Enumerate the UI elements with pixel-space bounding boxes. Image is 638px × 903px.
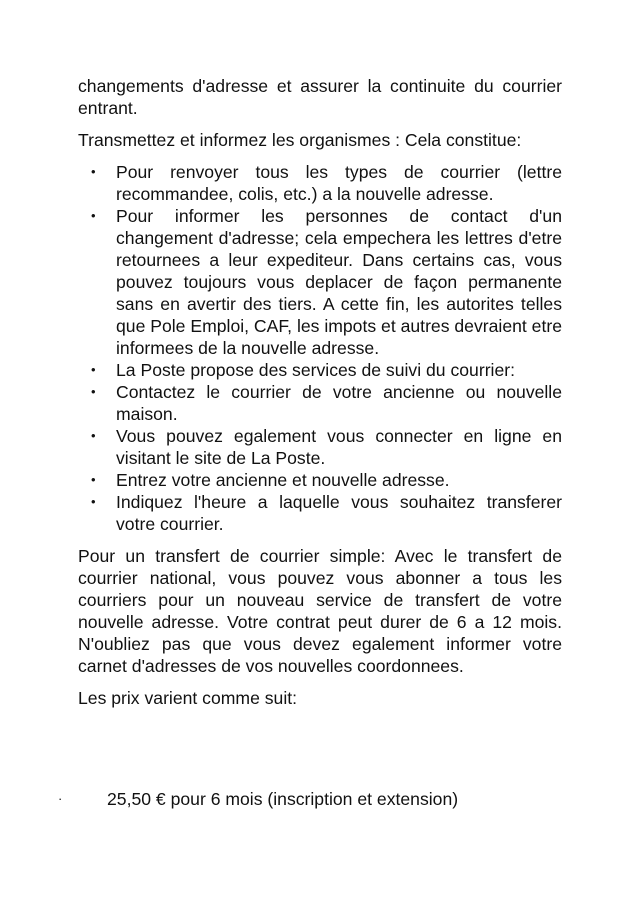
list-item: • La Poste propose des services de suivi du courrier: — [78, 359, 562, 381]
paragraph-simple-transfer: Pour un transfert de courrier simple: Avec le transfert de courrier national, vous pouvez vous abonner a tous les courriers pour un nouveau service de transfert de votre nouvelle adresse. Votre contrat peut durer de 6 a 12 mois. N'oubliez pas que vous devez egalement informer votre carnet d'adresses de vos nouvelles coordonnees. — [78, 546, 562, 676]
list-item: • Pour renvoyer tous les types de courrier (lettre recommandee, colis, etc.) a la nouvelle adresse. — [78, 161, 562, 205]
paragraph-address-change: changements d'adresse et assurer la continuite du courrier entrant. — [78, 76, 562, 118]
list-item: • Contactez le courrier de votre ancienne ou nouvelle maison. — [78, 381, 562, 425]
price-bullet-marker: · — [58, 791, 63, 806]
paragraph-prices-intro: Les prix varient comme suit: — [78, 688, 298, 708]
list-item: • Entrez votre ancienne et nouvelle adresse. — [78, 469, 562, 491]
list-item: • Indiquez l'heure a laquelle vous souhaitez transferer votre courrier. — [78, 491, 562, 535]
bullet-list — [78, 161, 562, 535]
list-item: • Pour informer les personnes de contact d'un changement d'adresse; cela empechera les lettres d'etre retournees a leur expediteur. Dans certains cas, vous pouvez toujours vous deplacer de façon permanente sans en avertir des tiers. A cette fin, les autorites telles que Pole Emploi, CAF, les impots et autres devraient etre informees de la nouvelle adresse. — [78, 205, 562, 359]
paragraph-organisms: Transmettez et informez les organismes : Cela constitue: — [78, 130, 522, 150]
price-item-text: 25,50 € pour 6 mois (inscription et extension) — [107, 789, 459, 809]
list-item: • Vous pouvez egalement vous connecter en ligne en visitant le site de La Poste. — [78, 425, 562, 469]
document-body — [78, 75, 562, 719]
